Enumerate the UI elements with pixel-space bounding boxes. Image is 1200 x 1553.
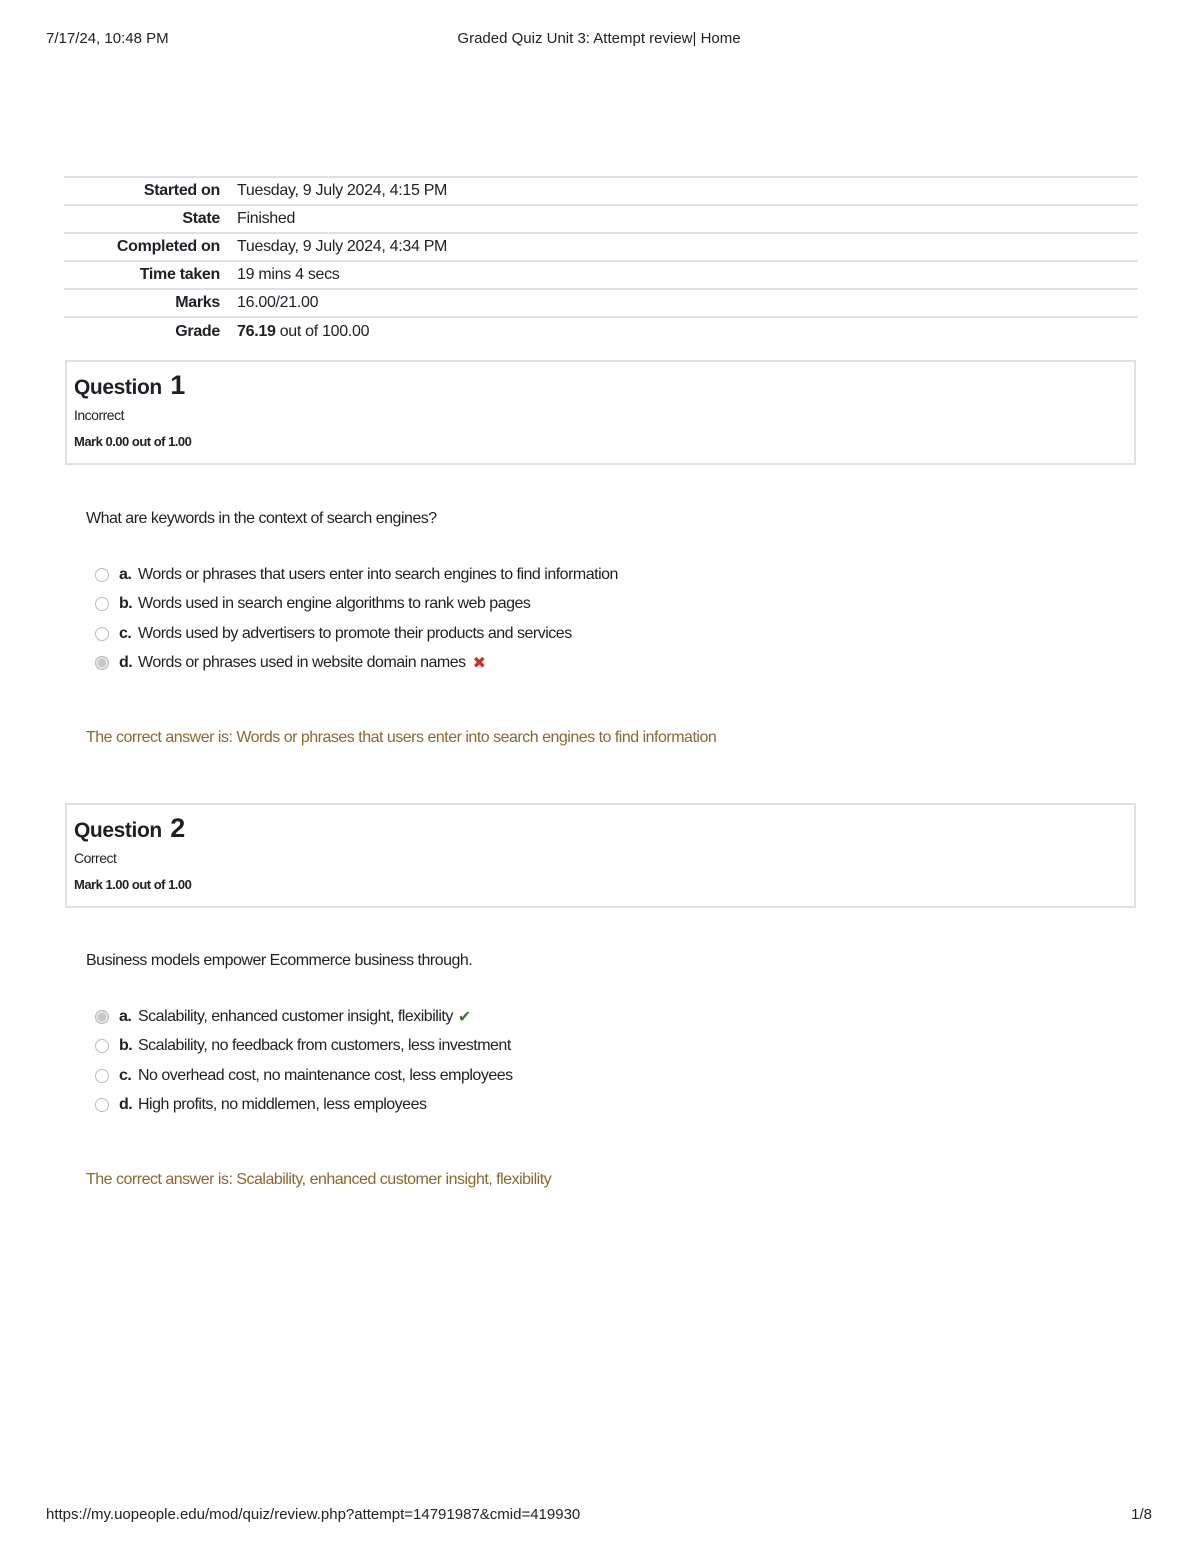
answer-letter: d. xyxy=(119,654,133,672)
grade-score: 76.19 xyxy=(237,323,276,340)
summary-label: Time taken xyxy=(139,266,220,283)
question-number-value: 1 xyxy=(170,370,185,400)
answer-radio[interactable] xyxy=(95,1098,109,1112)
answer-radio[interactable] xyxy=(95,1039,109,1053)
question-info-box xyxy=(65,803,1136,908)
answer-list xyxy=(95,1002,513,1120)
answer-option[interactable] xyxy=(95,560,618,590)
answer-letter: c. xyxy=(119,624,132,642)
print-header xyxy=(46,30,1152,50)
answer-text: High profits, no middlemen, less employees xyxy=(138,1096,427,1114)
answer-option[interactable] xyxy=(95,1032,513,1062)
attempt-summary-table xyxy=(64,176,1138,346)
answer-text: Words used by advertisers to promote their products and services xyxy=(138,624,572,642)
summary-row-grade xyxy=(64,318,1138,346)
question-label: Question xyxy=(74,819,162,842)
answer-option[interactable] xyxy=(95,1091,513,1121)
summary-value: Tuesday, 9 July 2024, 4:15 PM xyxy=(237,182,448,199)
summary-value: 19 mins 4 secs xyxy=(237,266,340,283)
answer-radio-selected[interactable] xyxy=(95,1010,109,1024)
correct-answer-feedback: The correct answer is: Scalability, enhanced customer insight, flexibility xyxy=(86,1171,552,1188)
answer-radio[interactable] xyxy=(95,597,109,611)
summary-label: Completed on xyxy=(116,238,220,255)
summary-label: Started on xyxy=(143,182,220,199)
question-text: Business models empower Ecommerce business through. xyxy=(86,952,473,969)
question-grade: Mark 0.00 out of 1.00 xyxy=(74,434,192,449)
summary-row-started xyxy=(64,178,1138,206)
answer-radio[interactable] xyxy=(95,568,109,582)
summary-label: Grade xyxy=(175,323,220,340)
question-number xyxy=(74,370,1127,403)
answer-letter: b. xyxy=(119,1037,133,1055)
question-grade: Mark 1.00 out of 1.00 xyxy=(74,877,192,892)
question-number xyxy=(74,813,1127,846)
answer-text: Scalability, no feedback from customers, less investment xyxy=(138,1037,511,1055)
summary-value: Tuesday, 9 July 2024, 4:34 PM xyxy=(237,238,448,255)
answer-option[interactable] xyxy=(95,590,618,620)
question-state: Incorrect xyxy=(74,407,124,423)
summary-value: 16.00/21.00 xyxy=(237,294,319,311)
grade-out-of: out of 100.00 xyxy=(275,323,370,340)
print-footer xyxy=(46,1506,1152,1526)
answer-option[interactable] xyxy=(95,1002,513,1032)
answer-radio[interactable] xyxy=(95,627,109,641)
answer-option[interactable] xyxy=(95,1061,513,1091)
summary-value xyxy=(220,323,369,341)
answer-letter: a. xyxy=(119,565,132,583)
check-icon: ✔ xyxy=(457,1008,471,1026)
question-text: What are keywords in the context of search engines? xyxy=(86,510,437,527)
summary-row-marks xyxy=(64,290,1138,318)
answer-list xyxy=(95,560,618,678)
answer-letter: b. xyxy=(119,595,133,613)
question-number-value: 2 xyxy=(170,813,185,843)
answer-text: Scalability, enhanced customer insight, flexibility xyxy=(138,1007,453,1025)
question-info-box xyxy=(65,360,1136,465)
summary-row-time-taken xyxy=(64,262,1138,290)
cross-icon: ✖ xyxy=(472,655,486,673)
answer-letter: a. xyxy=(119,1007,132,1025)
summary-label: Marks xyxy=(175,294,220,311)
answer-text: Words or phrases used in website domain names xyxy=(138,654,466,672)
answer-radio[interactable] xyxy=(95,1069,109,1083)
answer-text: Words used in search engine algorithms to rank web pages xyxy=(138,595,531,613)
answer-option[interactable] xyxy=(95,619,618,649)
answer-option[interactable] xyxy=(95,649,618,679)
answer-text: No overhead cost, no maintenance cost, less employees xyxy=(138,1066,513,1084)
page-url: https://my.uopeople.edu/mod/quiz/review.php?attempt=14791987&cmid=419930 xyxy=(46,1506,581,1523)
summary-label: State xyxy=(182,210,220,227)
answer-text: Words or phrases that users enter into search engines to find information xyxy=(138,565,618,583)
print-timestamp: 7/17/24, 10:48 PM xyxy=(46,30,169,47)
page-title: Graded Quiz Unit 3: Attempt review| Home xyxy=(457,30,741,47)
summary-row-completed xyxy=(64,234,1138,262)
summary-row-state xyxy=(64,206,1138,234)
question-state: Correct xyxy=(74,850,117,866)
answer-letter: d. xyxy=(119,1096,133,1114)
answer-letter: c. xyxy=(119,1066,132,1084)
answer-radio-selected[interactable] xyxy=(95,656,109,670)
page-number: 1/8 xyxy=(1131,1506,1152,1523)
question-label: Question xyxy=(74,376,162,399)
summary-value: Finished xyxy=(237,210,296,227)
correct-answer-feedback: The correct answer is: Words or phrases that users enter into search engines to find information xyxy=(86,729,717,746)
